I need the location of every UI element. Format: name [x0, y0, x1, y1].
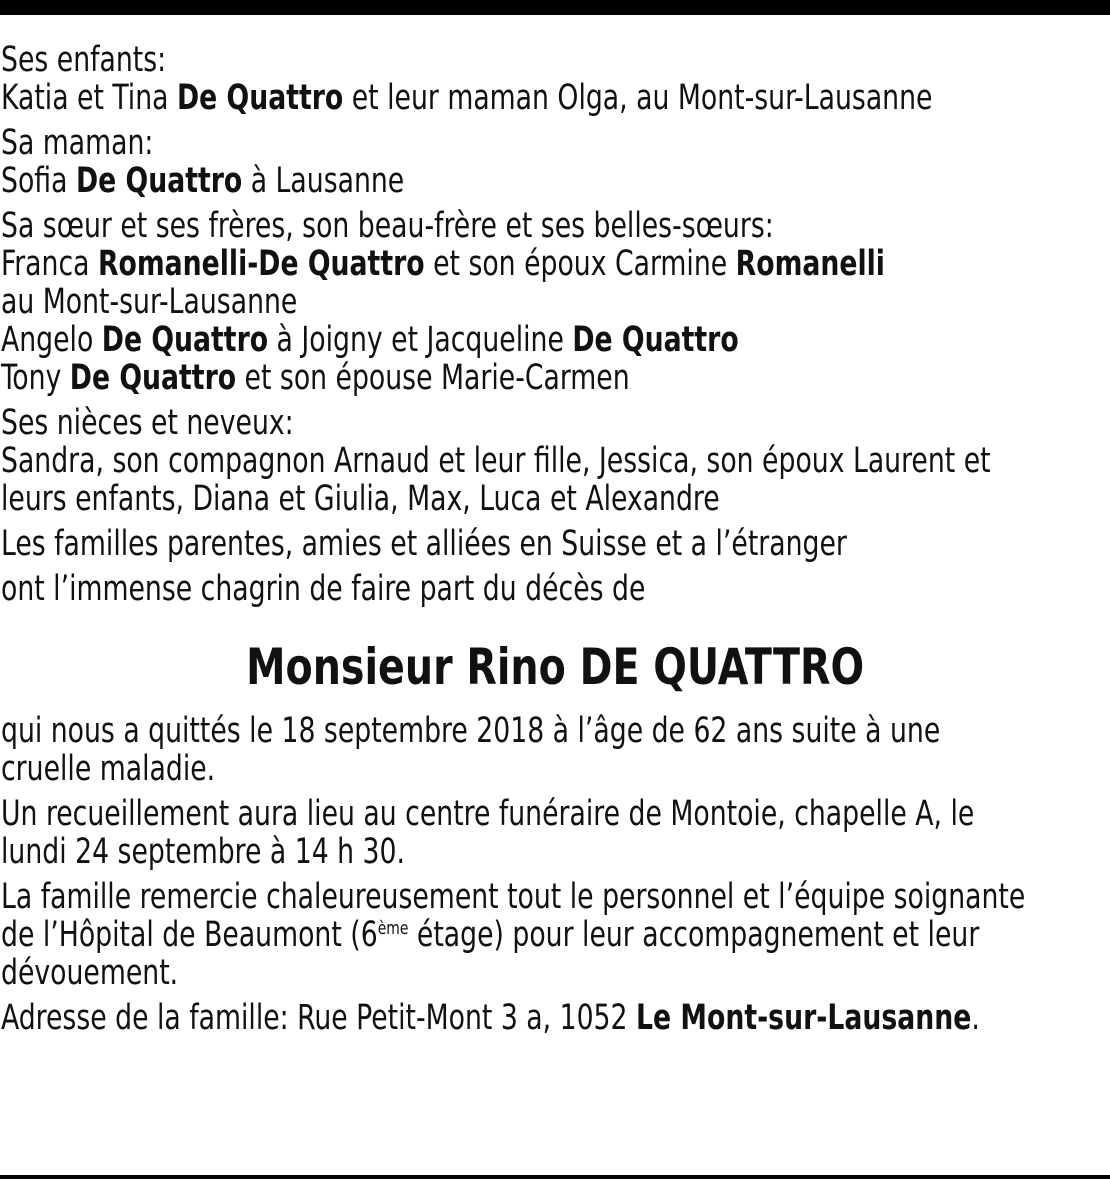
family-surname: De Quattro	[75, 161, 243, 201]
thanks-line-3: dévouement.	[1, 953, 179, 993]
top-rule	[0, 0, 1110, 15]
ordinal-suffix: ème	[377, 918, 409, 939]
nieces-line-1: Sandra, son compagnon Arnaud et leur fille, Jessica, son époux Laurent et	[1, 441, 991, 481]
siblings-line-3	[1, 321, 1109, 359]
children-names: Katia et Tina	[1, 78, 177, 118]
sibling-first-name: Angelo	[1, 320, 102, 360]
mother-line	[1, 162, 1109, 200]
sibling-first-name: Franca	[1, 244, 98, 284]
sibling-spouse: et son époux Carmine	[424, 244, 736, 284]
children-section	[1, 41, 1109, 117]
sibling-surname: Romanelli-De Quattro	[97, 244, 425, 284]
ceremony-line-2: lundi 24 septembre à 14 h 30.	[1, 832, 405, 872]
deceased-name-text: Monsieur Rino DE QUATTRO	[246, 638, 864, 696]
thanks-line-2-end: étage) pour leur accompagnement et leur	[408, 915, 980, 955]
mother-section	[1, 124, 1109, 200]
sibling-place: à Joigny et Jacqueline	[268, 320, 573, 360]
address-label: Adresse de la famille: Rue Petit-Mont 3 a, 1052	[1, 998, 637, 1038]
nieces-section	[1, 404, 1109, 518]
bottom-rule	[0, 1175, 1110, 1179]
address-city: Le Mont-sur-Lausanne	[636, 998, 972, 1038]
ceremony-details	[1, 795, 1109, 871]
siblings-line-2: au Mont-sur-Lausanne	[1, 282, 298, 322]
family-surname: De Quattro	[101, 320, 269, 360]
death-line-2: cruelle maladie.	[1, 749, 216, 789]
sibling-first-name: Tony	[1, 358, 70, 398]
announcement-line: ont l’immense chagrin de faire part du décès de	[1, 569, 646, 609]
death-details	[1, 712, 1109, 788]
siblings-section	[1, 207, 1109, 397]
siblings-line-4	[1, 359, 1109, 397]
thanks-line-2	[1, 916, 1109, 954]
siblings-line-1	[1, 245, 1109, 283]
obituary-notice	[1, 41, 1109, 1037]
children-heading: Ses enfants:	[1, 40, 167, 80]
mother-first-name: Sofia	[1, 161, 76, 201]
address-end: .	[971, 998, 980, 1038]
thanks-line-2-start: de l’Hôpital de Beaumont (6	[1, 915, 378, 955]
mother-heading: Sa maman:	[1, 123, 154, 163]
family-surname: De Quattro	[176, 78, 344, 118]
spouse-surname: Romanelli	[735, 244, 885, 284]
death-line-1: qui nous a quittés le 18 septembre 2018 à l’âge de 62 ans suite à une	[1, 711, 941, 751]
children-rest: et leur maman Olga, au Mont-sur-Lausanne	[343, 78, 933, 118]
thanks-line-1: La famille remercie chaleureusement tout le personnel et l’équipe soignante	[1, 877, 1026, 917]
sibling-spouse: et son épouse Marie-Carmen	[236, 358, 630, 398]
nieces-heading: Ses nièces et neveux:	[1, 403, 294, 443]
family-surname: De Quattro	[572, 320, 739, 360]
families-line: Les familles parentes, amies et alliées en Suisse et a l’étranger	[1, 524, 847, 564]
ceremony-line-1: Un recueillement aura lieu au centre funéraire de Montoie, chapelle A, le	[1, 794, 975, 834]
thanks-paragraph	[1, 878, 1109, 992]
siblings-heading: Sa sœur et ses frères, son beau-frère et ses belles-sœurs:	[1, 206, 774, 246]
children-line	[1, 79, 1109, 117]
mother-place: à Lausanne	[242, 161, 405, 201]
deceased-name	[1, 636, 1109, 698]
family-surname: De Quattro	[69, 358, 237, 398]
family-address	[1, 999, 1109, 1037]
nieces-line-2: leurs enfants, Diana et Giulia, Max, Luca et Alexandre	[1, 479, 720, 519]
